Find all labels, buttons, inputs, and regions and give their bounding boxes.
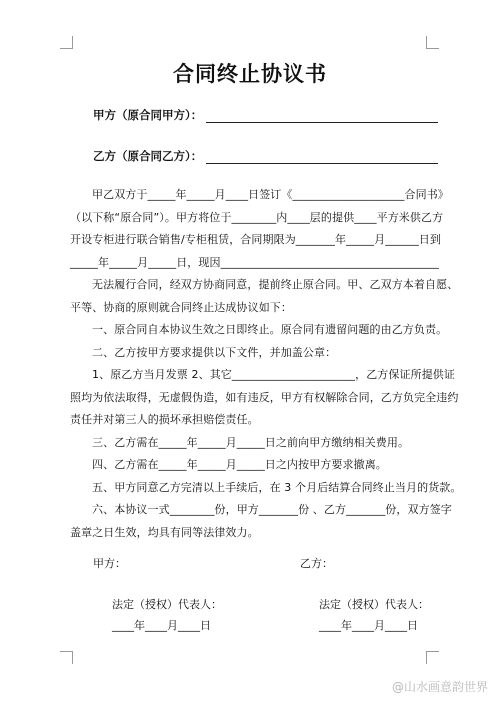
paragraph-line: _____年_____月_____日，现因_______________________________________ [70, 255, 439, 269]
signature-party-b: 乙方： [300, 557, 333, 570]
document-title: 合同终止协议书 [173, 62, 327, 86]
clause-1: 一、原合同自本协议生效之日即终止。原合同有遗留问题的由乙方负责。 [92, 323, 448, 336]
party-a-input-line[interactable] [206, 111, 438, 123]
date-a: ____年____月____日 [112, 619, 211, 632]
paragraph-line: 平等、协商的原则就合同终止达成协议如下： [70, 300, 292, 314]
party-a-row [93, 107, 438, 123]
representative-b: 法定（授权）代表人： [319, 598, 429, 611]
clause-6: 六、本协议一式________份，甲方_______份 、乙方_______份，双方签字 [92, 503, 452, 516]
party-b-label: 乙方（原合同乙方）： [93, 149, 203, 163]
paragraph-line: 甲乙双方于_____年_____月____日签订《____________________合同书》 [92, 188, 449, 201]
clause-3: 三、乙方需在_____年_____月_____日之前向甲方缴纳相关费用。 [92, 435, 410, 449]
document-body [70, 184, 462, 544]
date-b: ____年____月____日 [319, 619, 418, 632]
crop-mark-top-left [60, 36, 73, 49]
party-b-row [93, 148, 438, 164]
crop-mark-bottom-left [60, 651, 73, 664]
paragraph-line: （以下称“原合同”）。甲方将位于________内____层的提供____平方米供乙方 [70, 210, 444, 224]
representative-a: 法定（授权）代表人： [112, 598, 222, 611]
watermark: @山水画意韵世界 [391, 680, 488, 694]
paragraph-line: 照均为依法取得，无虚假伪造，如有违反，甲方有权解除合同，乙方负完全违约 [70, 390, 459, 404]
crop-mark-bottom-right [426, 651, 439, 664]
clause-2: 二、乙方按甲方要求提供以下文件，并加盖公章： [92, 345, 337, 359]
paragraph-line: 无法履行合同，经双方协商同意，提前终止原合同。甲、乙双方本着自愿、 [92, 278, 459, 291]
party-b-input-line[interactable] [206, 152, 438, 164]
crop-mark-top-right [426, 36, 439, 49]
paragraph-line: 开设专柜进行联合销售/专柜租赁，合同期限为_______年_____月______日到 [70, 233, 442, 246]
signature-party-a: 甲方： [93, 557, 126, 570]
paragraph-line: 责任并对第三人的损坏承担赔偿责任。 [70, 413, 259, 426]
party-a-label: 甲方（原合同甲方）： [93, 108, 203, 122]
clause-5: 五、甲方同意乙方完清以上手续后，在 3 个月后结算合同终止当月的货款。 [92, 480, 462, 494]
paragraph-line: 盖章之日生效，均具有同等法律效力。 [70, 525, 259, 539]
clause-2-item: 1、原乙方当月发票 2、其它______________________，乙方保证所提供证 [92, 368, 455, 381]
clause-4: 四、乙方需在_____年_____月_____日之内按甲方要求撤离。 [92, 458, 387, 471]
